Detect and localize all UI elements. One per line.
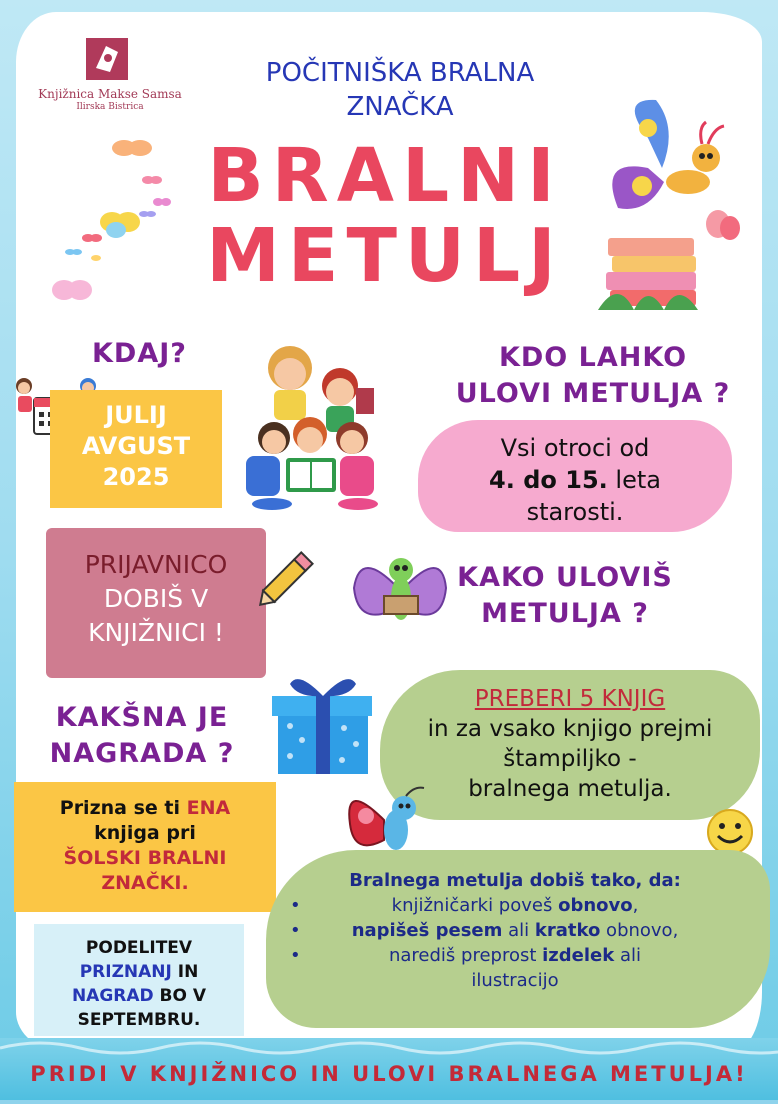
library-logo-text bbox=[30, 88, 190, 114]
butterfly-on-books-icon bbox=[578, 98, 748, 310]
pencil-icon bbox=[250, 544, 320, 616]
how-line1: in za vsako knjigo prejmi bbox=[427, 716, 713, 742]
ways-b2c: kratko bbox=[534, 920, 601, 941]
reward-p2: knjiga pri bbox=[94, 822, 196, 844]
ways-b3d: ilustracijo bbox=[471, 970, 559, 991]
awards-line3b: BO V bbox=[153, 986, 207, 1006]
pre-title-line2: ZNAČKA bbox=[346, 92, 454, 122]
awards-line4: SEPTEMBRU. bbox=[77, 1010, 201, 1030]
how-highlight: PREBERI 5 KNJIG bbox=[474, 686, 666, 712]
reward-p1a: Prizna se ti bbox=[59, 797, 187, 819]
who-line2-rest: leta bbox=[607, 466, 661, 494]
who-heading bbox=[418, 340, 768, 412]
kids-reading-icon bbox=[236, 338, 396, 514]
how-line3: bralnega metulja. bbox=[468, 776, 672, 802]
reward-heading bbox=[22, 700, 262, 772]
bullet-icon: • bbox=[290, 945, 301, 966]
awards-line1: PODELITEV bbox=[85, 938, 193, 958]
reward-p3: ŠOLSKI BRALNI bbox=[63, 847, 227, 869]
signup-line1: PRIJAVNICO bbox=[84, 550, 228, 579]
how-heading bbox=[440, 560, 690, 632]
who-line1: Vsi otroci od bbox=[500, 434, 650, 462]
how-line2: štampiljko - bbox=[503, 746, 637, 772]
ways-b3c: ali bbox=[614, 945, 641, 966]
pre-title-line1: POČITNIŠKA BRALNA bbox=[265, 58, 535, 88]
small-butterflies-icon bbox=[50, 130, 190, 320]
library-name: Knjižnica Makse Samsa bbox=[38, 87, 182, 101]
gift-box-icon bbox=[268, 670, 378, 780]
ways-b2a: napišeš pesem bbox=[351, 920, 503, 941]
when-heading: KDAJ? bbox=[92, 338, 187, 369]
when-month2: AVGUST bbox=[81, 432, 191, 460]
signup-box bbox=[46, 528, 266, 678]
ways-b1b: obnovo bbox=[558, 895, 633, 916]
when-year: 2025 bbox=[102, 463, 170, 491]
how-box bbox=[380, 670, 760, 820]
signup-line2: DOBIŠ V bbox=[103, 584, 209, 613]
who-heading-line2: ULOVI METULJA ? bbox=[455, 378, 731, 409]
ways-bullet-3 bbox=[290, 943, 740, 968]
ways-bullet-3-cont bbox=[290, 968, 740, 993]
how-heading-line2: METULJA ? bbox=[481, 598, 649, 629]
ways-b1c: , bbox=[632, 895, 639, 916]
awards-line2b: IN bbox=[171, 962, 199, 982]
red-butterfly-icon bbox=[344, 784, 436, 860]
ways-box bbox=[266, 850, 770, 1028]
ways-b2b: ali bbox=[502, 920, 535, 941]
ways-b3a: narediš preprost bbox=[388, 945, 543, 966]
ways-b3b: izdelek bbox=[542, 945, 615, 966]
reward-p4: ZNAČKI. bbox=[101, 872, 189, 894]
bullet-icon: • bbox=[290, 895, 301, 916]
pre-title bbox=[190, 56, 610, 124]
main-title bbox=[170, 133, 600, 299]
awards-line3a: NAGRAD bbox=[71, 986, 154, 1006]
library-location: Ilirska Bistrica bbox=[76, 102, 144, 112]
awards-line2a: PRIZNANJ bbox=[79, 962, 172, 982]
main-title-line2: METULJ bbox=[206, 213, 564, 299]
butterfly-reading-icon bbox=[350, 548, 450, 640]
who-box bbox=[418, 420, 732, 532]
who-line3: starosti. bbox=[526, 498, 624, 526]
who-heading-line1: KDO LAHKO bbox=[498, 342, 688, 373]
ways-intro: Bralnega metulja dobiš tako, da: bbox=[349, 870, 681, 891]
signup-line3: KNJIŽNICI ! bbox=[88, 618, 224, 647]
main-title-line1: BRALNI bbox=[207, 133, 563, 219]
ways-b1a: knjižničarki poveš bbox=[391, 895, 559, 916]
how-heading-line1: KAKO ULOVIŠ bbox=[457, 562, 673, 593]
footer-call-to-action: PRIDI V KNJIŽNICO IN ULOVI BRALNEGA METULJA! bbox=[30, 1062, 748, 1086]
ways-bullet-2 bbox=[290, 918, 740, 943]
bullet-icon: • bbox=[290, 920, 301, 941]
when-box bbox=[50, 390, 222, 508]
reward-heading-line1: KAKŠNA JE bbox=[55, 702, 229, 733]
reward-heading-line2: NAGRADA ? bbox=[49, 738, 235, 769]
when-month1: JULIJ bbox=[105, 401, 167, 429]
reward-p1b: ENA bbox=[186, 797, 231, 819]
ways-b2d: obnovo, bbox=[600, 920, 679, 941]
library-logo-icon bbox=[86, 38, 128, 80]
awards-box bbox=[34, 924, 244, 1036]
reward-box bbox=[14, 782, 276, 912]
ways-bullet-1 bbox=[290, 893, 740, 918]
who-age-range: 4. do 15. bbox=[489, 466, 608, 494]
